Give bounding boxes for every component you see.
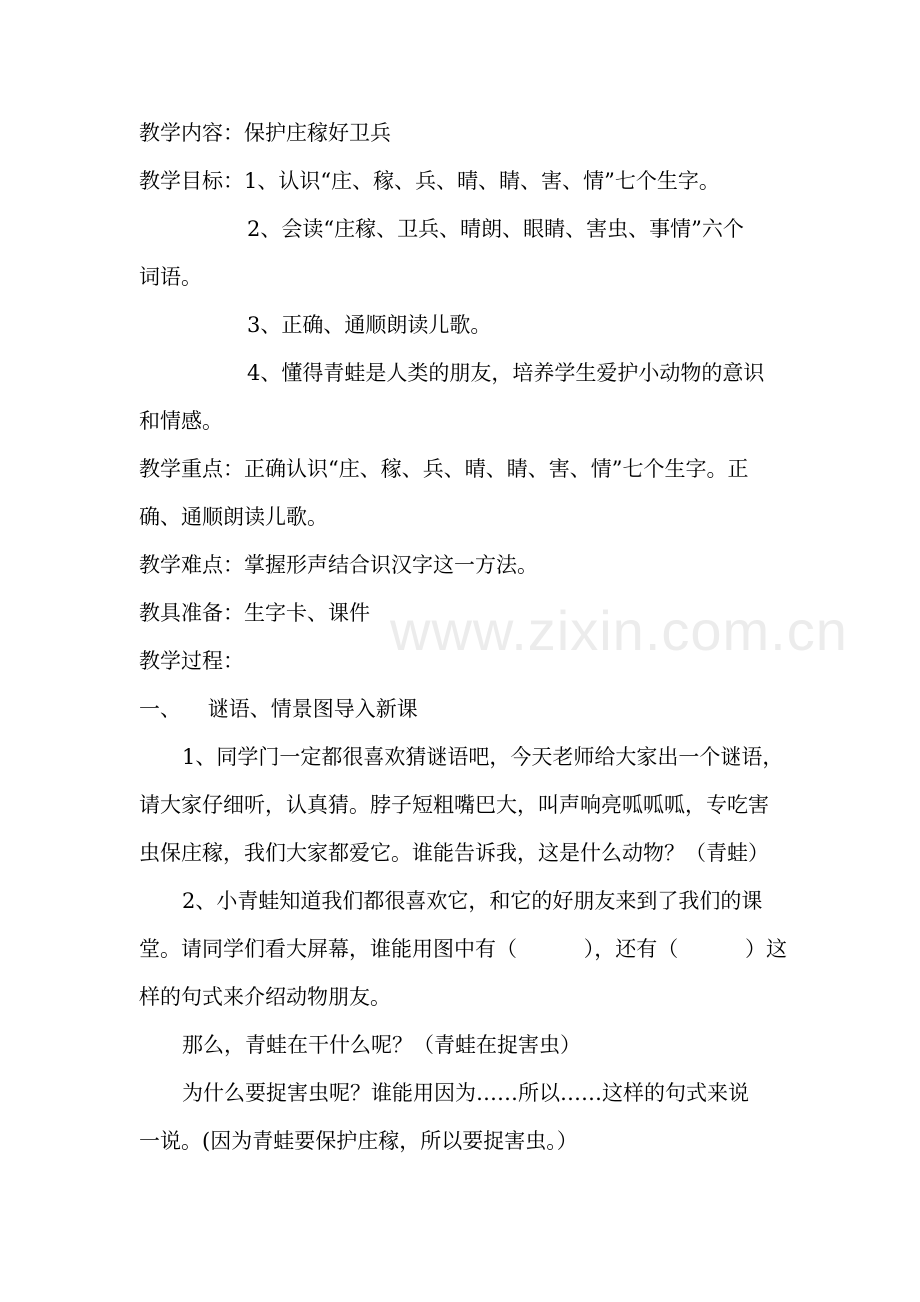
teaching-goal-1-line: 教学目标：1、认识“庄、稼、兵、晴、睛、害、情”七个生字。 bbox=[139, 169, 720, 193]
paragraph-2-line-1: 2、小青蛙知道我们都很喜欢它，和它的好朋友来到了我们的课 bbox=[182, 889, 763, 913]
teaching-goal-2-continued-line: 词语。 bbox=[139, 265, 202, 289]
teaching-goal-3-line: 3、正确、通顺朗读儿歌。 bbox=[247, 313, 492, 337]
paragraph-2-line-2: 堂。请同学们看大屏幕，谁能用图中有（ ），还有（ ）这 bbox=[139, 937, 788, 961]
teaching-difficulty-line: 教学难点：掌握形声结合识汉字这一方法。 bbox=[139, 553, 538, 577]
watermark: www.zixin.com.cn bbox=[390, 599, 848, 662]
section-one-heading: 一、 谜语、情景图导入新课 bbox=[139, 697, 418, 721]
paragraph-4-line-2: 一说。(因为青蛙要保护庄稼，所以要捉害虫。） bbox=[139, 1129, 578, 1153]
paragraph-1-line-1: 1、同学门一定都很喜欢猜谜语吧，今天老师给大家出一个谜语， bbox=[182, 745, 784, 769]
paragraph-3-line: 那么，青蛙在干什么呢？（青蛙在捉害虫） bbox=[182, 1033, 581, 1057]
teaching-goal-2-line: 2、会读“庄稼、卫兵、晴朗、眼睛、害虫、事情”六个 bbox=[247, 217, 744, 241]
teaching-content-line: 教学内容：保护庄稼好卫兵 bbox=[139, 121, 391, 145]
paragraph-4-line-1: 为什么要捉害虫呢？谁能用因为……所以……这样的句式来说 bbox=[182, 1081, 749, 1105]
paragraph-1-line-2: 请大家仔细听，认真猜。脖子短粗嘴巴大，叫声响亮呱呱呱，专吃害 bbox=[139, 793, 769, 817]
teaching-focus-line: 教学重点：正确认识“庄、稼、兵、晴、睛、害、情”七个生字。正 bbox=[139, 457, 749, 481]
paragraph-1-line-3: 虫保庄稼，我们大家都爱它。谁能告诉我，这是什么动物？（青蛙） bbox=[139, 841, 769, 865]
teaching-goal-4-continued-line: 和情感。 bbox=[139, 409, 223, 433]
teaching-goal-4-line: 4、懂得青蛙是人类的朋友，培养学生爱护小动物的意识 bbox=[247, 361, 765, 385]
teaching-aids-line: 教具准备：生字卡、课件 bbox=[139, 601, 370, 625]
teaching-process-heading: 教学过程： bbox=[139, 649, 244, 673]
paragraph-2-line-3: 样的句式来介绍动物朋友。 bbox=[139, 985, 391, 1009]
teaching-focus-continued-line: 确、通顺朗读儿歌。 bbox=[139, 505, 328, 529]
